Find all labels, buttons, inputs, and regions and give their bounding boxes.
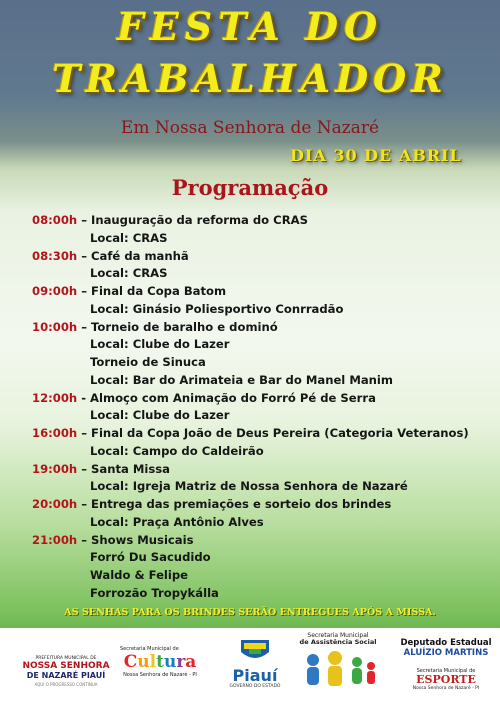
schedule-text: Local: CRAS	[90, 266, 168, 281]
assistencia-line2: de Assistência Social	[299, 638, 377, 646]
deputado-logo	[392, 638, 500, 658]
poster-subtitle: Em Nossa Senhora de Nazaré	[120, 118, 380, 138]
schedule-time: 19:00h	[32, 461, 78, 476]
schedule-row	[32, 496, 492, 514]
schedule-text: – Final da Copa Batom	[77, 284, 227, 298]
schedule-row	[32, 265, 492, 283]
schedule-row	[32, 354, 492, 372]
schedule-row	[32, 407, 492, 425]
schedule-row	[32, 336, 492, 354]
schedule-text: Torneio de Sinuca	[90, 355, 206, 369]
schedule-time: 08:30h	[32, 248, 78, 263]
schedule-list	[32, 212, 492, 603]
schedule-time: 21:00h	[32, 532, 78, 547]
schedule-row	[32, 461, 492, 479]
poster-title-line2: TRABALHADOR	[52, 56, 448, 101]
schedule-row	[32, 248, 492, 266]
cultura-word: Cultura	[123, 652, 197, 672]
schedule-time: 10:00h	[32, 319, 78, 334]
esporte-logo	[398, 668, 494, 691]
schedule-row	[32, 301, 492, 319]
schedule-row	[32, 549, 492, 567]
schedule-text: - Almoço com Animação do Forró Pé de Serra	[77, 390, 376, 405]
schedule-row	[32, 585, 492, 603]
cultura-logo	[114, 646, 206, 678]
schedule-row	[32, 443, 492, 461]
sponsor-logos-bar	[0, 628, 500, 706]
schedule-text: Local: CRAS	[90, 230, 168, 245]
assistencia-line1: Secretaria Municipal	[307, 632, 369, 639]
deputado-line2: ALUÍZIO MARTINS	[403, 648, 489, 658]
schedule-row	[32, 212, 492, 230]
schedule-text: Local: Ginásio Poliesportivo Conrradão	[90, 301, 344, 316]
deputado-line1: Deputado Estadual	[400, 638, 492, 648]
prefeitura-logo	[22, 656, 110, 687]
prefeitura-tagline: AQUI O PROGRESSO CONTINUA	[34, 682, 98, 687]
schedule-row	[32, 425, 492, 443]
program-heading: Programação	[171, 175, 329, 200]
schedule-row	[32, 319, 492, 337]
schedule-text: – Final da Copa João de Deus Pereira (Categoria Veteranos)	[77, 426, 469, 440]
family-figures-icon	[295, 646, 381, 690]
poster-title-line1: FESTA DO	[116, 4, 384, 49]
schedule-text: Local: Campo do Caldeirão	[90, 443, 264, 458]
schedule-text: – Shows Musicais	[77, 532, 194, 547]
prefeitura-line2: NOSSA SENHORA	[22, 661, 110, 671]
esporte-line1: Secretaria Municipal de	[416, 668, 476, 674]
schedule-text: Forrozão Tropykálla	[90, 585, 219, 600]
esporte-word: ESPORTE	[416, 673, 476, 686]
schedule-text: Waldo & Felipe	[90, 568, 189, 582]
piaui-logo	[224, 638, 286, 689]
schedule-row	[32, 532, 492, 550]
schedule-text: Local: Clube do Lazer	[90, 337, 230, 352]
notice-text: AS SENHAS PARA OS BRINDES SERÃO ENTREGUES APÓS A MISSA.	[64, 607, 436, 618]
cultura-foot: Nossa Senhora de Nazaré - PI	[123, 672, 197, 678]
schedule-text: – Santa Missa	[77, 461, 171, 476]
schedule-time: 08:00h	[32, 213, 78, 227]
event-date: DIA 30 DE ABRIL	[290, 146, 462, 165]
schedule-text: Local: Bar do Arimateia e Bar do Manel Manim	[90, 372, 393, 387]
schedule-row	[32, 372, 492, 390]
schedule-time: 20:00h	[32, 497, 78, 511]
schedule-time: 09:00h	[32, 284, 78, 298]
prefeitura-line3: DE NAZARÉ PIAUÍ	[26, 671, 106, 680]
schedule-row	[32, 567, 492, 585]
schedule-row	[32, 478, 492, 496]
schedule-text: – Entrega das premiações e sorteio dos brindes	[77, 497, 392, 511]
piaui-gov: GOVERNO DO ESTADO	[229, 684, 281, 689]
schedule-time: 12:00h	[32, 390, 78, 405]
schedule-text: – Café da manhã	[77, 248, 189, 263]
schedule-row	[32, 230, 492, 248]
piaui-word: Piauí	[232, 666, 278, 685]
piaui-crest-icon	[238, 638, 272, 662]
assistencia-social-logo	[290, 632, 386, 694]
schedule-text: Local: Igreja Matriz de Nossa Senhora de Nazaré	[90, 479, 408, 494]
schedule-text: Local: Praça Antônio Alves	[90, 514, 264, 529]
schedule-row	[32, 390, 492, 408]
esporte-foot: Nossa Senhora de Nazaré - PI	[412, 686, 480, 691]
schedule-row	[32, 283, 492, 301]
schedule-time: 16:00h	[32, 426, 78, 440]
schedule-text: – Torneio de baralho e dominó	[77, 319, 278, 334]
prefeitura-line1: PREFEITURA MUNICIPAL DE	[35, 656, 97, 661]
schedule-text: Local: Clube do Lazer	[90, 408, 230, 423]
cultura-line1: Secretaria Municipal de	[120, 646, 179, 652]
schedule-text: Forró Du Sacudido	[90, 550, 211, 565]
schedule-text: – Inauguração da reforma do CRAS	[77, 213, 308, 227]
schedule-row	[32, 514, 492, 532]
